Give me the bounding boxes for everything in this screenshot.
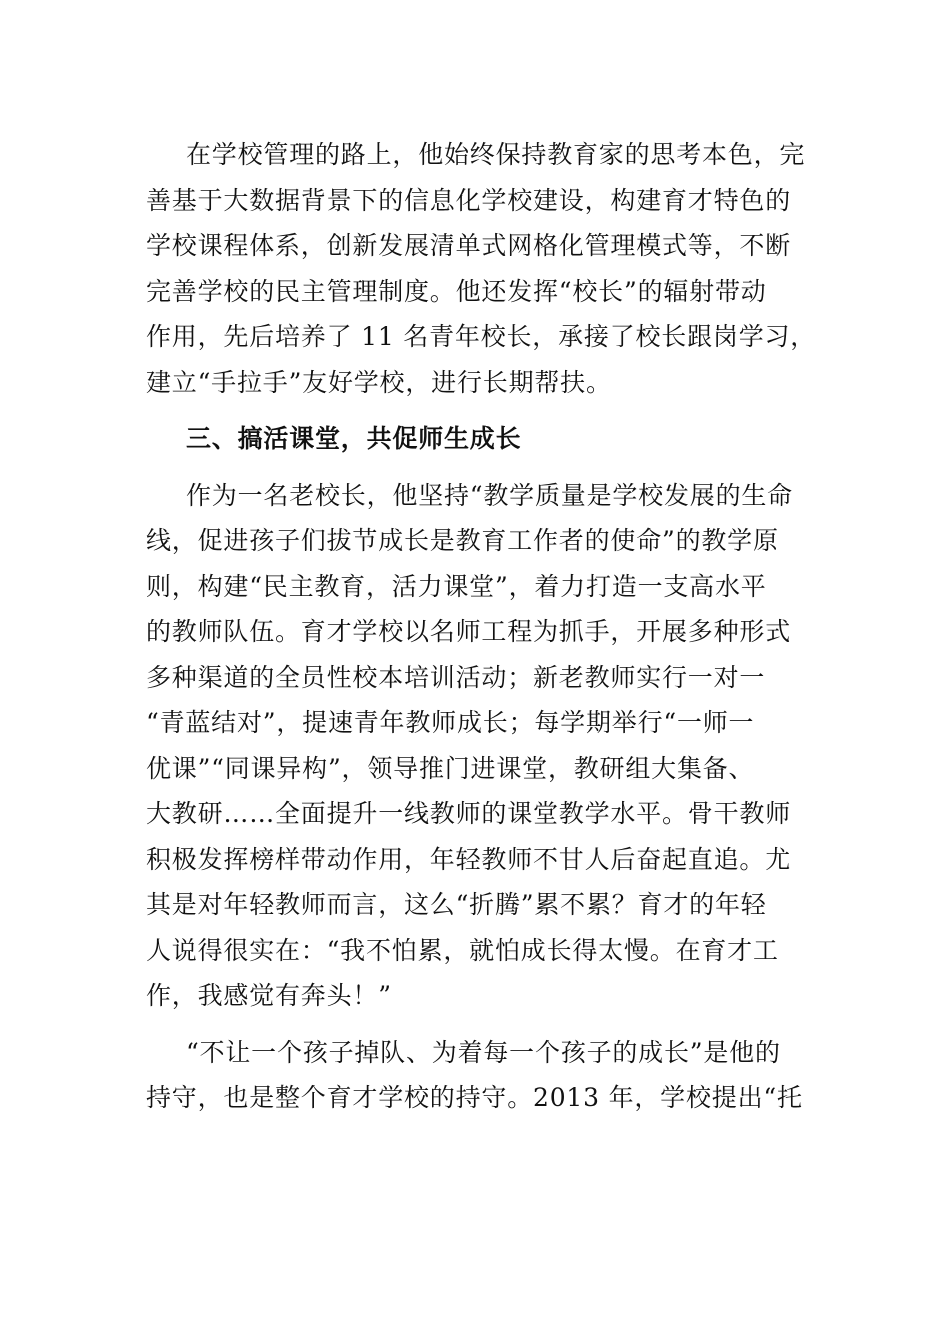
text-line: 积极发挥榜样带动作用，年轻教师不甘人后奋起直追。尤 — [146, 844, 792, 874]
text-line: 其是对年轻教师而言，这么“折腾”累不累？育才的年轻 — [146, 890, 767, 919]
text-line: 学校课程体系，创新发展清单式网格化管理模式等，不断 — [146, 231, 792, 260]
paragraph-spacer — [146, 405, 826, 416]
text-line: 多种渠道的全员性校本培训活动；新老教师实行一对一 — [146, 662, 766, 692]
section-heading: 三、搞活课堂，共促师生成长 — [186, 424, 522, 453]
text-line: 大教研……全面提升一线教师的课堂教学水平。骨干教师 — [146, 799, 792, 828]
document-body — [146, 132, 826, 1121]
paragraph-spacer — [146, 462, 826, 473]
paragraph-classroom-teaching — [146, 473, 826, 1019]
text-line: 优课”“同课异构”，领导推门进课堂，教研组大集备、 — [146, 753, 755, 783]
text-line: 作用，先后培养了 11 名青年校长，承接了校长跟岗学习， — [146, 322, 817, 351]
text-line: “青蓝结对”，提速青年教师成长；每学期举行“一师一 — [146, 708, 755, 737]
text-line: “不让一个孩子掉队、为着每一个孩子的成长”是他的 — [186, 1037, 781, 1067]
paragraph-no-child-left-behind — [146, 1030, 826, 1121]
text-line: 善基于大数据背景下的信息化学校建设，构建育才特色的 — [146, 185, 792, 215]
paragraph-school-management — [146, 132, 826, 405]
text-line: 建立“手拉手”友好学校，进行长期帮扶。 — [146, 367, 612, 397]
text-line: 作，我感觉有奔头！” — [146, 981, 392, 1010]
text-line: 在学校管理的路上，他始终保持教育家的思考本色，完 — [186, 140, 806, 169]
text-line: 则，构建“民主教育，活力课堂”，着力打造一支高水平 — [146, 571, 767, 601]
text-line: 持守，也是整个育才学校的持守。2013 年，学校提出“托 — [146, 1083, 803, 1112]
text-line: 人说得很实在：“我不怕累，就怕成长得太慢。在育才工 — [146, 935, 779, 965]
paragraph-spacer — [146, 1019, 826, 1030]
text-line: 完善学校的民主管理制度。他还发挥“校长”的辐射带动 — [146, 276, 767, 306]
text-line: 线，促进孩子们拔节成长是教育工作者的使命”的教学原 — [146, 526, 779, 555]
text-line: 作为一名老校长，他坚持“教学质量是学校发展的生命 — [186, 480, 793, 510]
text-line: 的教师队伍。育才学校以名师工程为抓手，开展多种形式 — [146, 617, 792, 646]
